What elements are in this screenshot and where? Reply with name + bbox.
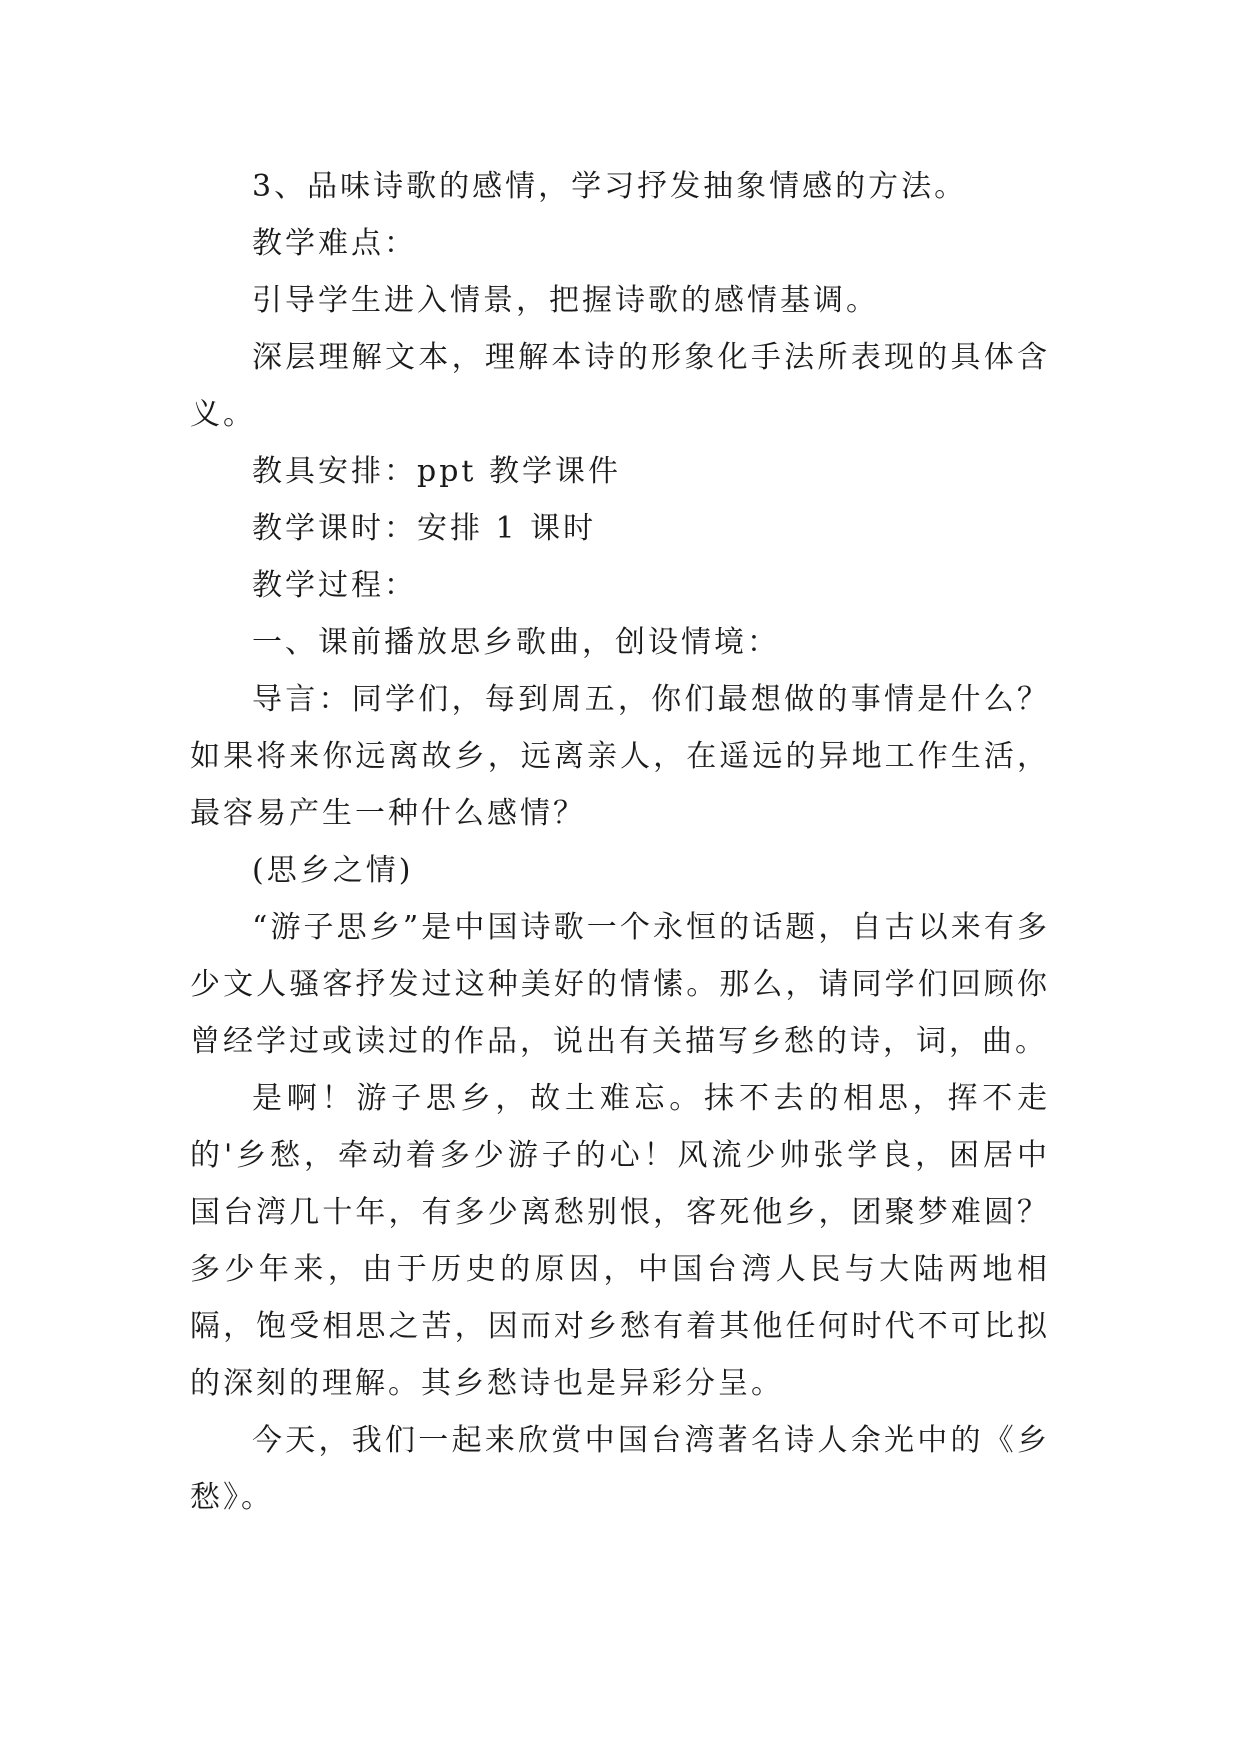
paragraph-today-lesson: 今天，我们一起来欣赏中国台湾著名诗人余光中的《乡愁》。 (190, 1423, 1050, 1515)
paragraph-difficulty-2: 深层理解文本，理解本诗的形象化手法所表现的具体含义。 (190, 340, 1050, 432)
heading-teaching-difficulties: 教学难点： (252, 226, 417, 261)
document-body (190, 158, 1050, 1526)
heading-teaching-process: 教学过程： (252, 568, 417, 603)
paragraph-class-hours: 教学课时：安排 1 课时 (252, 511, 597, 546)
paragraph-objective-3: 3、品味诗歌的感情，学习抒发抽象情感的方法。 (252, 169, 968, 204)
paragraph-step-1: 一、课前播放思乡歌曲，创设情境： (252, 625, 780, 660)
paragraph-nostalgia-background: 是啊！游子思乡，故土难忘。抹不去的相思，挥不走的'乡愁，牵动着多少游子的心！风流少帅张学良，困居中国台湾几十年，有多少离愁别恨，客死他乡，团聚梦难圆？多少年来，由于历史的原因，中国台湾人民与大陆两地相隔，饱受相思之苦，因而对乡愁有着其他任何时代不可比拟的深刻的理解。其乡愁诗也是异彩分呈。 (190, 1081, 1050, 1401)
paragraph-difficulty-1: 引导学生进入情景，把握诗歌的感情基调。 (252, 283, 879, 318)
paragraph-introduction: 导言：同学们，每到周五，你们最想做的事情是什么？如果将来你远离故乡，远离亲人，在遥远的异地工作生活，最容易产生一种什么感情？ (190, 682, 1050, 831)
paragraph-homesick-theme: “游子思乡”是中国诗歌一个永恒的话题，自古以来有多少文人骚客抒发过这种美好的情愫。那么，请同学们回顾你曾经学过或读过的作品，说出有关描写乡愁的诗，词，曲。 (190, 910, 1050, 1059)
paragraph-teaching-aids: 教具安排：ppt 教学课件 (252, 454, 621, 489)
paragraph-answer: (思乡之情) (252, 853, 414, 888)
